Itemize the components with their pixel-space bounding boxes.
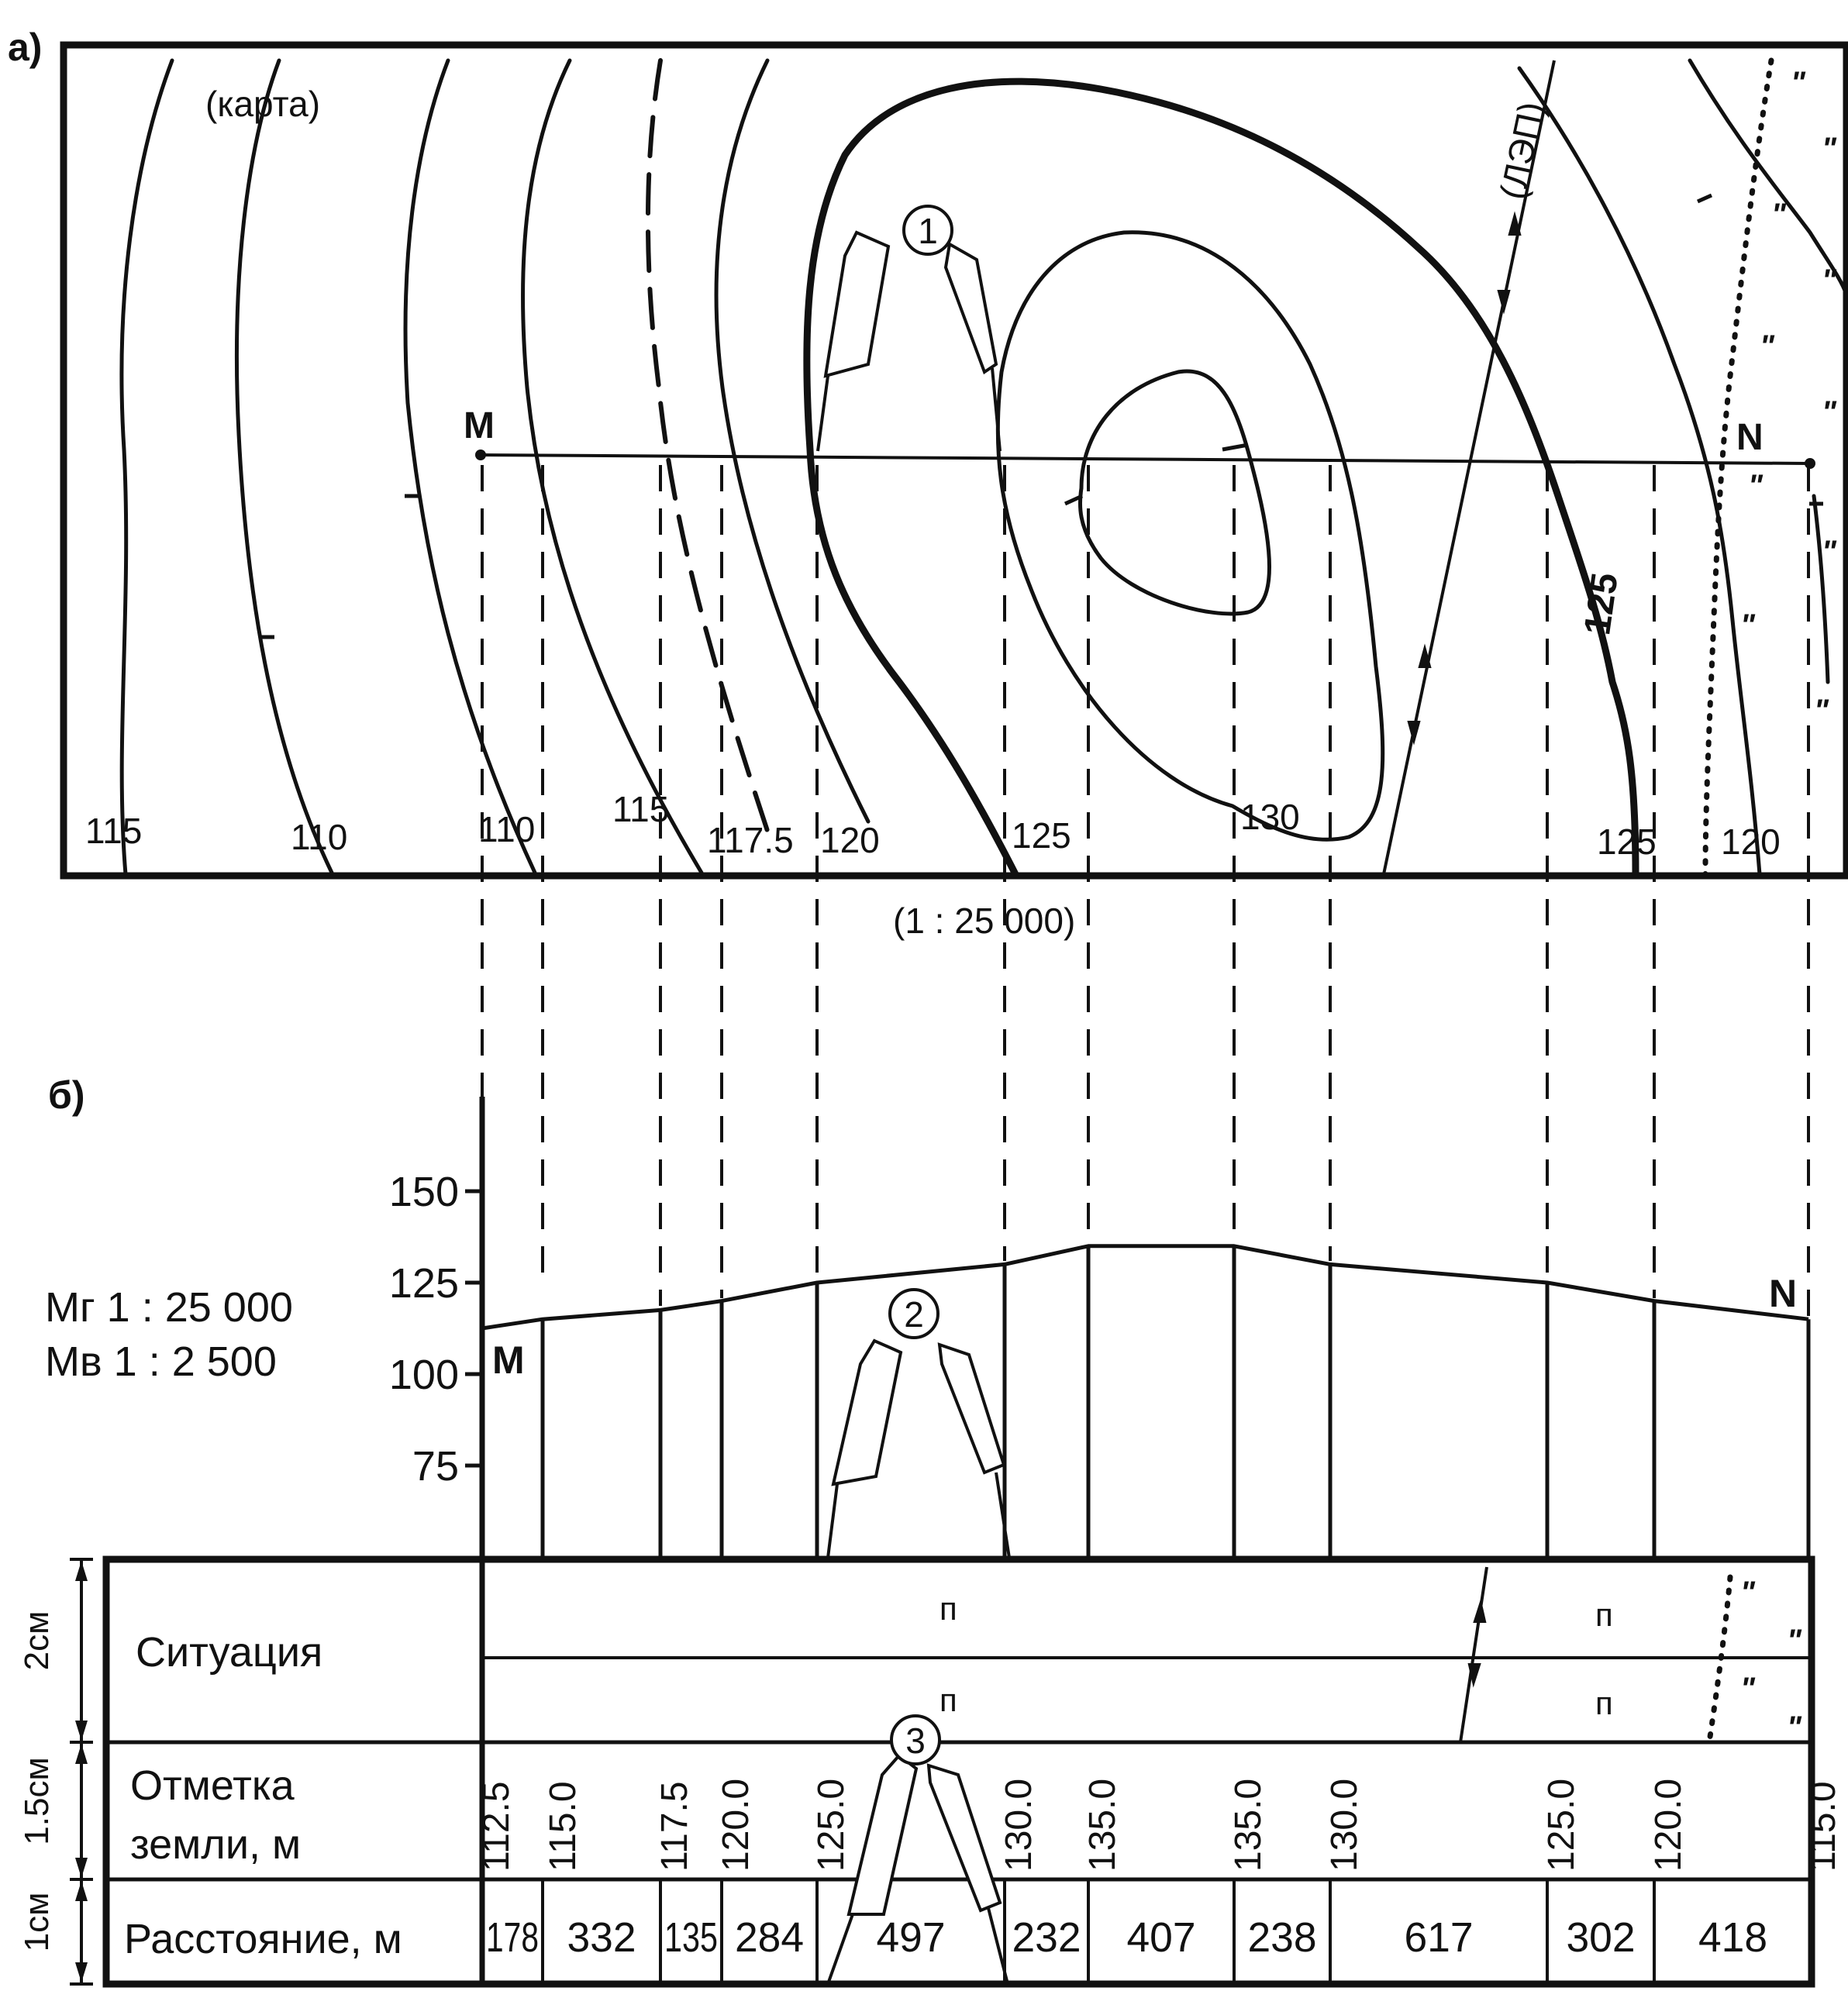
dividers-needle — [818, 376, 828, 451]
situation-meadow-marks — [1740, 1576, 1802, 1745]
arable-land-mark: п — [940, 1682, 957, 1718]
distance-value: 617 — [1404, 1914, 1474, 1961]
dividers-leg — [849, 1755, 916, 1914]
arable-land-mark: п — [1595, 1597, 1613, 1633]
elevation-value: 112.5 — [476, 1781, 517, 1872]
profile-point-n: N — [1769, 1272, 1798, 1315]
dividers-leg — [946, 244, 996, 372]
meadow-mark: " — [1822, 395, 1836, 429]
y-label-150: 150 — [388, 1169, 459, 1215]
distance-value: 178 — [486, 1914, 539, 1961]
dividers-needle — [828, 1914, 853, 1984]
situation-marks — [940, 1590, 1613, 1721]
callout-1-number: 1 — [918, 211, 938, 251]
contour-110-b — [405, 60, 535, 873]
arable-land-mark: п — [1595, 1685, 1613, 1721]
callout-3-number: 3 — [905, 1721, 926, 1761]
contour-east-lower — [1814, 496, 1828, 682]
elevation-value: 135.0 — [1082, 1778, 1123, 1872]
map-scale: (1 : 25 000) — [893, 901, 1076, 941]
elevation-value: 120.0 — [1648, 1778, 1689, 1872]
y-label-125: 125 — [388, 1260, 459, 1307]
distance-value: 284 — [734, 1914, 805, 1961]
y-label-75: 75 — [412, 1443, 459, 1490]
dividers-tool — [818, 233, 1000, 451]
scale-vertical: Мв 1 : 2 500 — [45, 1338, 277, 1385]
panel-a-label: а) — [8, 26, 43, 69]
slope-tick — [1698, 195, 1712, 202]
map-label: (карта) — [205, 84, 321, 124]
arrowhead — [75, 1561, 88, 1581]
contour-label-group — [85, 789, 1781, 862]
arable-land-mark: п — [940, 1590, 957, 1627]
distance-value: 332 — [567, 1914, 636, 1961]
distance-value: 135 — [664, 1914, 718, 1961]
meadow-mark: " — [1814, 694, 1829, 728]
meadow-boundary-dotted — [1705, 60, 1771, 874]
contour-label-110: 110 — [291, 817, 348, 857]
elevation-values — [476, 1779, 1843, 1872]
distance-value: 407 — [1126, 1914, 1196, 1961]
contour-120 — [716, 60, 868, 822]
dimension-label-situation: 2см — [18, 1610, 56, 1671]
arrowhead — [75, 1881, 88, 1901]
elevation-value: 135.0 — [1228, 1778, 1269, 1872]
arrowhead — [75, 1962, 88, 1982]
contour-117-5-dashed — [648, 60, 767, 831]
meadow-mark: " — [1822, 264, 1836, 298]
callout-2-number: 2 — [904, 1294, 924, 1335]
contour-label-125: 125 — [1597, 822, 1657, 862]
contour-130 — [998, 233, 1382, 840]
y-label-100: 100 — [388, 1352, 459, 1398]
contour-lines — [122, 60, 1846, 874]
distance-value: 232 — [1012, 1914, 1081, 1961]
row-label-elevation-1: Отметка — [130, 1762, 295, 1809]
contour-label-110: 110 — [478, 809, 536, 849]
row-label-distance: Расстояние, м — [124, 1916, 402, 1962]
row-label-situation: Ситуация — [136, 1629, 323, 1676]
elevation-value: 115.0 — [1802, 1781, 1843, 1872]
point-m-label: M — [464, 405, 495, 446]
elevation-value: 117.5 — [654, 1781, 695, 1872]
arrowhead — [75, 1744, 88, 1764]
slope-ticks — [260, 195, 1823, 637]
contour-115-east — [1690, 60, 1846, 295]
scale-horizontal: Мг 1 : 25 000 — [45, 1284, 293, 1331]
meadow-mark: " — [1740, 608, 1755, 642]
contour-115 — [523, 60, 702, 873]
elevation-value: 125.0 — [1541, 1778, 1582, 1872]
contour-label-130: 130 — [1240, 797, 1300, 837]
meadow-mark: " — [1771, 198, 1786, 232]
meadow-mark: " — [1760, 329, 1774, 363]
distance-value: 418 — [1698, 1914, 1768, 1961]
power-line-arrow — [1499, 291, 1508, 308]
meadow-mark: " — [1740, 1576, 1755, 1610]
contour-label-115: 115 — [85, 811, 143, 851]
section-line-mn — [481, 455, 1810, 463]
elevation-value: 130.0 — [998, 1778, 1040, 1872]
elevation-value: 120.0 — [715, 1778, 757, 1872]
dimension-label-elevation: 1.5см — [18, 1757, 56, 1845]
power-line-arrow — [1475, 1604, 1484, 1621]
dividers-leg — [833, 1341, 901, 1484]
dimension-label-distance: 1см — [18, 1892, 56, 1952]
profile-line — [482, 1246, 1808, 1328]
profile-point-m: M — [492, 1338, 525, 1382]
row-dimension-arrows — [70, 1559, 93, 1984]
power-line-wire — [1460, 1567, 1487, 1742]
contour-label-115: 115 — [612, 789, 670, 829]
power-line-arrow — [1510, 217, 1519, 234]
contour-label-120: 120 — [820, 820, 880, 860]
contour-label-117-5: 117.5 — [707, 820, 794, 860]
contour-label-125: 125 — [1012, 815, 1071, 856]
index-contour-label: 125 — [1577, 570, 1626, 638]
distance-value: 302 — [1566, 1914, 1636, 1961]
dividers-tool — [828, 1341, 1009, 1558]
contour-125-closed — [807, 81, 1636, 874]
slope-tick — [1222, 445, 1248, 450]
point-n-label: N — [1736, 417, 1764, 458]
contour-hilltop — [1080, 371, 1269, 614]
contour-115-west — [122, 60, 172, 874]
arrowhead — [75, 1721, 88, 1741]
panel-b-label: б) — [48, 1073, 85, 1117]
elevation-value: 130.0 — [1324, 1778, 1365, 1872]
elevation-value: 125.0 — [811, 1778, 852, 1872]
situation-power-line — [1460, 1567, 1487, 1742]
dividers-needle — [828, 1484, 837, 1558]
meadow-mark: " — [1740, 1672, 1755, 1706]
row-label-elevation-2: земли, м — [130, 1821, 302, 1868]
meadow-mark: " — [1748, 469, 1763, 503]
power-line-arrow — [1409, 722, 1419, 739]
meadow-mark: " — [1791, 66, 1805, 100]
point-m-marker — [475, 450, 486, 460]
dividers-leg — [929, 1765, 1000, 1910]
map-frame — [64, 45, 1846, 876]
meadow-mark: " — [1822, 535, 1836, 569]
meadow-mark: " — [1822, 132, 1836, 166]
arrowhead — [75, 1858, 88, 1878]
power-line-arrow — [1420, 649, 1429, 667]
dividers-leg — [940, 1345, 1004, 1473]
situation-meadow-boundary — [1709, 1577, 1730, 1742]
contour-label-120: 120 — [1721, 822, 1781, 862]
distance-value: 497 — [876, 1914, 946, 1961]
power-line-label: (ЛЭП) — [1491, 98, 1552, 203]
distance-value: 238 — [1247, 1914, 1317, 1961]
dividers-leg — [826, 233, 888, 376]
y-axis-labels — [389, 1169, 459, 1490]
meadow-mark: " — [1787, 1710, 1801, 1745]
distance-cells — [486, 1879, 1767, 1984]
contour-110-a — [236, 60, 332, 873]
meadow-mark: " — [1787, 1624, 1801, 1658]
contour-120-east — [1519, 68, 1760, 874]
elevation-value: 115.0 — [543, 1781, 584, 1872]
